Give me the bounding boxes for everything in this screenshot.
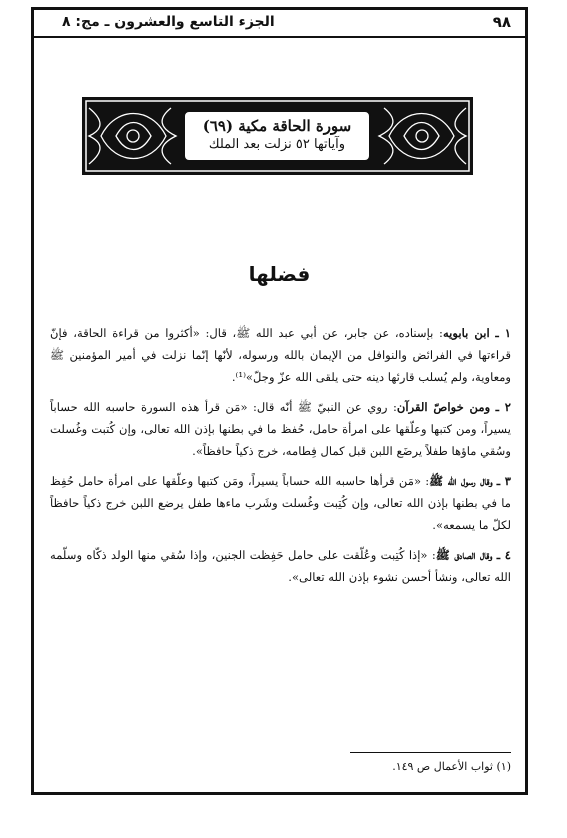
footnote-divider bbox=[350, 752, 511, 753]
paragraph-source: وقال الصادق ﷺ bbox=[435, 548, 493, 562]
section-title: فضلها bbox=[248, 262, 311, 286]
surah-title: (٦٩) سورة الحاقة مكية bbox=[202, 117, 352, 135]
paragraph-1 bbox=[50, 322, 511, 388]
surah-cartouche bbox=[183, 110, 371, 162]
paragraph-number: ٢ ـ bbox=[495, 400, 511, 414]
paragraph-text: : «مَن قرأها حاسبه الله حساباً يسيراً، ومَن كتبها وعلّقها على امرأة حامل حُفِظ ما في بطنها بإذن الله تعالى، وإن كُتِبت وغُسلت وشَرب ماءها طفل يرضع اللبن خرج ذكياً حافظاً لكلّ ما يسمعه». bbox=[50, 474, 511, 532]
paragraph-number: ١ ـ bbox=[495, 326, 512, 340]
paragraph-3 bbox=[50, 470, 511, 536]
surah-verse-info: وآياتها ٥٢ نزلت بعد الملك bbox=[208, 137, 346, 152]
footnote: (١) ثواب الأعمال ص ١٤٩. bbox=[392, 760, 511, 773]
paragraph-4 bbox=[50, 544, 511, 588]
page-frame bbox=[31, 7, 528, 795]
paragraph-source: وقال رسول الله ﷺ bbox=[429, 474, 493, 488]
body-text bbox=[50, 322, 511, 596]
header-title: الجزء التاسع والعشرون ـ مج: ٨ bbox=[62, 14, 275, 30]
paragraph-source: ابن بابويه bbox=[442, 326, 490, 340]
paragraph-text: : بإسناده، عن جابر، عن أبي عبد الله ﷺ، قال: «أكثروا من قراءة الحاقة، فإنّ قراءتها في الفرائض والنوافل من الإيمان بالله ورسوله، لأنّها إنّما نزلت في أمير المؤمنين ﷺ ومعاوية، ولم يُسلب قارئها دينه حتى يلقى الله عزّ وجلّ»⁽¹⁾. bbox=[50, 326, 511, 384]
paragraph-text: : «إذا كُتِبت وعُلّقت على حامل حَفِظت الجنين، وإذا سُقي منها الولد ذكّاه وسلّمه الله تعالى، ونشأ أحسن نشوء بإذن الله تعالى». bbox=[50, 548, 511, 584]
running-header bbox=[34, 10, 525, 38]
paragraph-2 bbox=[50, 396, 511, 462]
paragraph-source: ومن خواصّ القرآن bbox=[396, 400, 491, 414]
page-number: ٩٨ bbox=[492, 13, 511, 31]
paragraph-number: ٣ ـ bbox=[496, 474, 511, 488]
paragraph-number: ٤ ـ bbox=[496, 548, 511, 562]
surah-banner bbox=[81, 96, 474, 176]
paragraph-text: : روي عن النبيّ ﷺ أنّه قال: «مَن قرأ هذه السورة حاسبه الله حساباً يسيراً، ومن كتبها وعلّقها على امرأة حامل، حُفظ ما في بطنها بإذن الله تعالى، وإن كُتبت وغُسلت وسُقي ماؤها طفلاً يرضَع اللبن قبل كمال فِطامه، خرج ذكياً حافظاً». bbox=[50, 400, 511, 458]
